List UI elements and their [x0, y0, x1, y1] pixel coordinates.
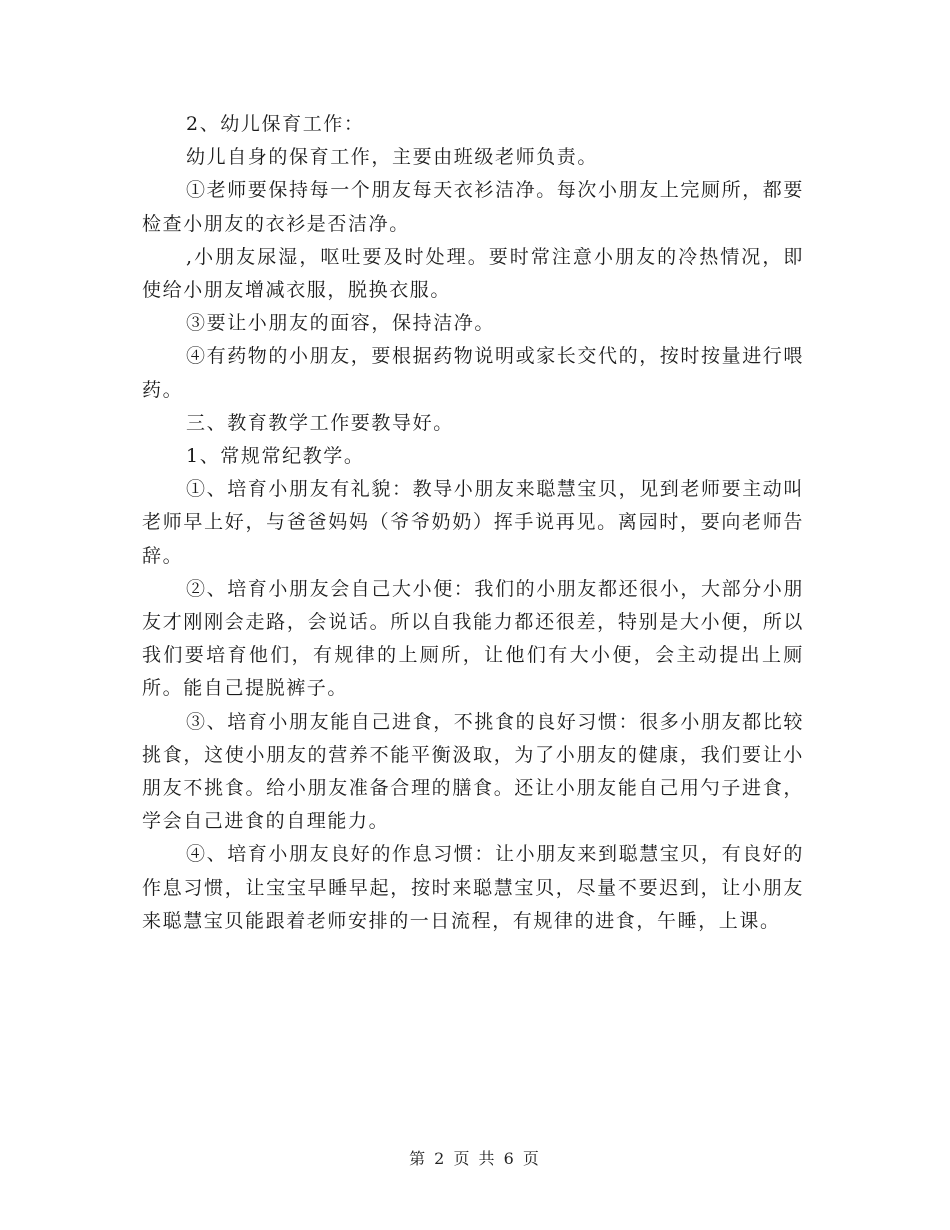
paragraph-section-3-heading: 三、教育教学工作要教导好。 [186, 411, 454, 434]
paragraph-item-1: ①老师要保持每一个朋友每天衣衫洁净。每次小朋友上完厕所，都要检查小朋友的衣衫是否洁净。 [142, 179, 805, 235]
document-body [142, 108, 804, 938]
paragraph-item-4: ④有药物的小朋友，要根据药物说明或家长交代的，按时按量进行喂药。 [142, 345, 805, 401]
paragraph-intro: 幼儿自身的保育工作，主要由班级老师负责。 [186, 146, 599, 169]
paragraph-section-2-heading: 2、幼儿保育工作： [186, 113, 365, 135]
paragraph-toileting: ②、培育小朋友会自己大小便：我们的小朋友都还很小，大部分小朋友才刚刚会走路，会说话。所以自我能力都还很差，特别是大小便，所以我们要培育他们，有规律的上厕所，让他们有大小便，会主动提出上厕所。能自己提脱裤子。 [142, 577, 805, 700]
paragraph-item-2: ,小朋友尿湿，呕吐要及时处理。要时常注意小朋友的冷热情况，即使给小朋友增减衣服，脱换衣服。 [142, 245, 804, 302]
page-number-footer: 第 2 页 共 6 页 [409, 1149, 541, 1168]
paragraph-schedule: ④、培育小朋友良好的作息习惯：让小朋友来到聪慧宝贝，有良好的作息习惯，让宝宝早睡早起，按时来聪慧宝贝，尽量不要迟到，让小朋友来聪慧宝贝能跟着老师安排的一日流程，有规律的进食，午睡，上课。 [142, 843, 805, 932]
paragraph-eating: ③、培育小朋友能自己进食，不挑食的良好习惯：很多小朋友都比较挑食，这使小朋友的营养不能平衡汲取，为了小朋友的健康，我们要让小朋友不挑食。给小朋友准备合理的膳食。还让小朋友能自己用勺子进食，学会自己进食的自理能力。 [142, 710, 805, 833]
paragraph-subsection-1-heading: 1、常规常纪教学。 [186, 445, 365, 468]
paragraph-manners: ①、培育小朋友有礼貌：教导小朋友来聪慧宝贝，见到老师要主动叫老师早上好，与爸爸妈妈（爷爷奶奶）挥手说再见。离园时，要向老师告辞。 [142, 478, 805, 567]
paragraph-item-3: ③要让小朋友的面容，保持洁净。 [186, 312, 496, 335]
